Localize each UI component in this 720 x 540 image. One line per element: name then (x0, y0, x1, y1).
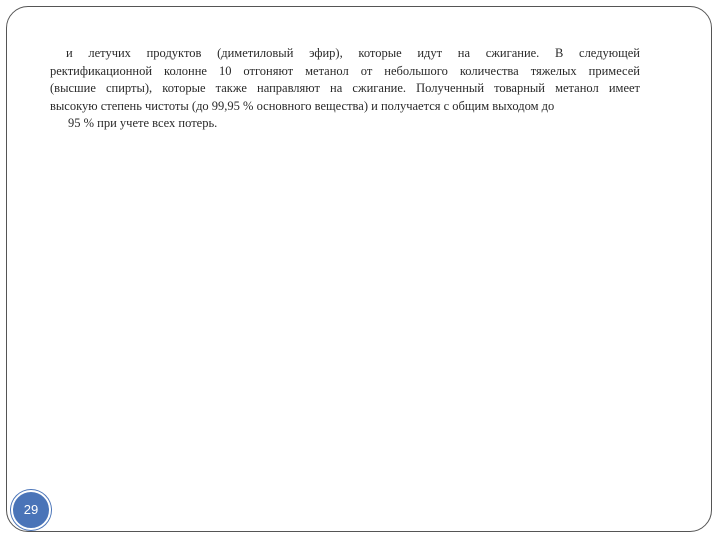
text-line: высокую степень чистоты (до 99,95 % основного вещества) и получается с общим выходом до (50, 98, 555, 113)
text-line: (высшие спирты), которые также направляют на сжигание. Полученный товарный метанол имеет (50, 81, 640, 95)
text-line: 95 % при учете всех потерь. (68, 116, 218, 130)
body-text (50, 45, 640, 133)
page-number-badge: 29 (11, 490, 51, 530)
text-line: и летучих продуктов (диметиловый эфир), которые идут на сжигание. В следующей (66, 46, 640, 60)
text-line: ректификационной колонне 10 отгоняют метанол от небольшого количества тяжелых примесей (50, 63, 640, 78)
